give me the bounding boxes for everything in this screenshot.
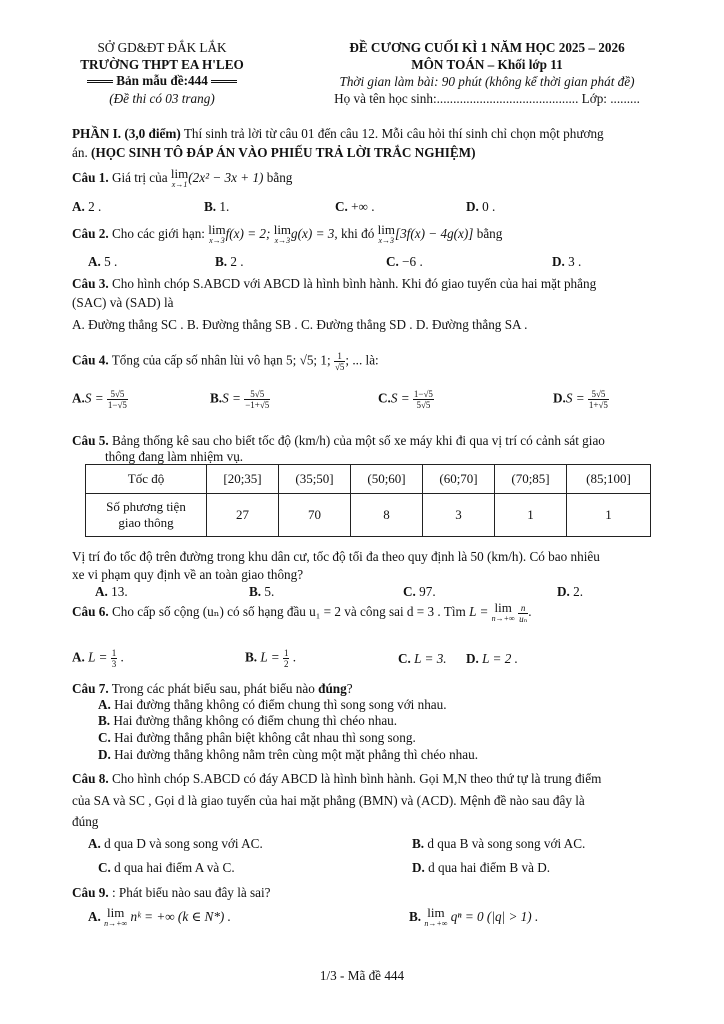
time-note: Thời gian làm bài: 90 phút (không kể thời gian phát đề) (339, 74, 635, 89)
q9-option-b[interactable]: B. lim n→+∞ qⁿ = 0 (|q| > 1) . (409, 905, 539, 928)
q6-option-d[interactable]: D. L = 2 . (466, 651, 518, 666)
q5-option-c[interactable]: C. 97. (403, 584, 436, 599)
speed-table (85, 464, 651, 537)
q2-option-a[interactable]: A. 5 . (88, 254, 118, 269)
question-4: Câu 4. Tổng của cấp số nhân lùi vô hạn 5; √5; 1; $\frac{1}{√5}$ ; ... là: (72, 351, 379, 372)
q3-options[interactable]: A. Đường thẳng SC . B. Đường thẳng SB . C. Đường thẳng SD . D. Đường thẳng SA . (72, 317, 528, 332)
question-8-line3: đúng (72, 814, 99, 829)
question-8-line2: của SA và SC , Gọi d là giao tuyến của hai mặt phẳng (BMN) và (ACD). Mệnh đề nào sau đây là (72, 793, 585, 808)
q1-option-a[interactable]: A. 2 . (72, 199, 102, 214)
question-6: Câu 6. Cho cấp số cộng (uₙ) có số hạng đầu u₁ = 2 và công sai d = 3 . Tìm L = lim n→+∞ $\frac{n}{\text{uₙ}}$ . (72, 600, 532, 624)
q8-option-b[interactable]: B. d qua B và song song với AC. (412, 836, 586, 851)
q7-option-d[interactable]: D. Hai đường thẳng không nằm trên cùng một mặt phẳng thì chéo nhau. (98, 747, 479, 762)
q4-option-d[interactable]: D.S = $\frac{5√5}{1+√5}$ (553, 389, 608, 410)
question-5-after: Vị trí đo tốc độ trên đường trong khu dân cư, tốc độ tối đa theo quy định là 50 (km/h). Có bao nhiêu (72, 549, 600, 564)
q1-option-b[interactable]: B. 1. (204, 199, 230, 214)
exam-title: ĐỀ CƯƠNG CUỐI KÌ 1 NĂM HỌC 2025 – 2026 (349, 40, 625, 55)
q2-option-d[interactable]: D. 3 . (552, 254, 582, 269)
question-5-after2: xe vi phạm quy định về an toàn giao thông? (72, 567, 304, 582)
part1-intro: PHẦN I. (3,0 điểm) Thí sinh trả lời từ câu 01 đến câu 12. Mỗi câu hỏi thí sinh chỉ chọn một phương (72, 126, 604, 141)
q6-option-c[interactable]: C. L = 3. (398, 651, 447, 666)
q7-option-c[interactable]: C. Hai đường thẳng phân biệt không cắt nhau thì song song. (98, 730, 416, 745)
exam-code-label: Bản mẫu đề:444 (116, 73, 208, 88)
page-footer: 1/3 - Mã đề 444 (319, 968, 405, 983)
q8-option-a[interactable]: A. d qua D và song song với AC. (88, 836, 263, 851)
q4-option-b[interactable]: B.S = $\frac{5√5}{-1+√5}$ (210, 389, 270, 410)
question-3: Câu 3. Cho hình chóp S.ABCD với ABCD là hình bình hành. Khi đó giao tuyến của hai mặt phẳng (72, 276, 597, 291)
q2-option-b[interactable]: B. 2 . (215, 254, 244, 269)
q5-option-a[interactable]: A. 13. (95, 584, 128, 599)
q5-option-d[interactable]: D. 2. (557, 584, 584, 599)
student-info-line: Họ và tên học sinh:........................................... Lớp: ......... (334, 91, 640, 106)
q1-option-d[interactable]: D. 0 . (466, 199, 496, 214)
question-5: Câu 5. Bảng thống kê sau cho biết tốc độ (km/h) của một số xe máy khi đi qua vị trí có cảnh sát giao (72, 433, 605, 448)
question-5-line2: thông đang làm nhiệm vụ. (105, 449, 244, 464)
pages-note: (Đề thi có 03 trang) (109, 91, 215, 106)
q6-option-a[interactable]: A. L = $\frac{1}{3}$ . (72, 648, 124, 669)
q4-option-c[interactable]: C.S = $\frac{1-√5}{5√5}$ (378, 389, 433, 410)
limit-symbol: lim x→1 (170, 166, 189, 189)
q8-option-d[interactable]: D. d qua hai điểm B và D. (412, 860, 551, 875)
question-1: Câu 1. Giá trị của lim x→1 (2x² − 3x + 1) bằng (72, 166, 293, 189)
q8-option-c[interactable]: C. d qua hai điểm A và C. (98, 860, 235, 875)
question-7: Câu 7. Trong các phát biểu sau, phát biểu nào đúng? (72, 681, 353, 696)
question-8: Câu 8. Cho hình chóp S.ABCD có đáy ABCD là hình bình hành. Gọi M,N theo thứ tự là trung điểm (72, 771, 602, 786)
q4-option-a[interactable]: A.S = $\frac{5√5}{1-√5}$ (72, 389, 127, 410)
dept-name: SỞ GD&ĐT ĐẮK LẮK (97, 40, 227, 55)
exam-code (55, 73, 269, 89)
q7-option-b[interactable]: B. Hai đường thẳng không có điểm chung thì chéo nhau. (98, 713, 398, 728)
question-9: Câu 9. : Phát biểu nào sau đây là sai? (72, 885, 271, 900)
q6-option-b[interactable]: B. L = $\frac{1}{2}$ . (245, 648, 297, 669)
q7-option-a[interactable]: A. Hai đường thẳng không có điểm chung thì song song với nhau. (98, 697, 447, 712)
q9-option-a[interactable]: A. lim n→+∞ nᵏ = +∞ (k ∈ N*) . (88, 905, 231, 928)
question-2: Câu 2. Cho các giới hạn: lim x→3 f(x) = 2; lim x→3 g(x) = 3, khi đó lim x→3 [3f(x) − 4g(x)] bằng (72, 222, 503, 245)
school-name: TRƯỜNG THPT EA H'LEO (80, 57, 244, 72)
table-row: Số phương tiện giao thông 27 70 8 3 1 1 (86, 494, 651, 537)
table-header-row: Tốc độ [20;35] (35;50] (50;60] (60;70] (70;85] (85;100] (86, 465, 651, 494)
q2-option-c[interactable]: C. −6 . (386, 254, 423, 269)
question-3-line2: (SAC) và (SAD) là (72, 295, 174, 310)
q1-option-c[interactable]: C. +∞ . (335, 199, 375, 214)
part1-intro-2: án. (HỌC SINH TÔ ĐÁP ÁN VÀO PHIẾU TRẢ LỜI TRẮC NGHIỆM) (72, 145, 476, 160)
subject-title: MÔN TOÁN – Khối lớp 11 (411, 57, 563, 72)
q5-option-b[interactable]: B. 5. (249, 584, 275, 599)
